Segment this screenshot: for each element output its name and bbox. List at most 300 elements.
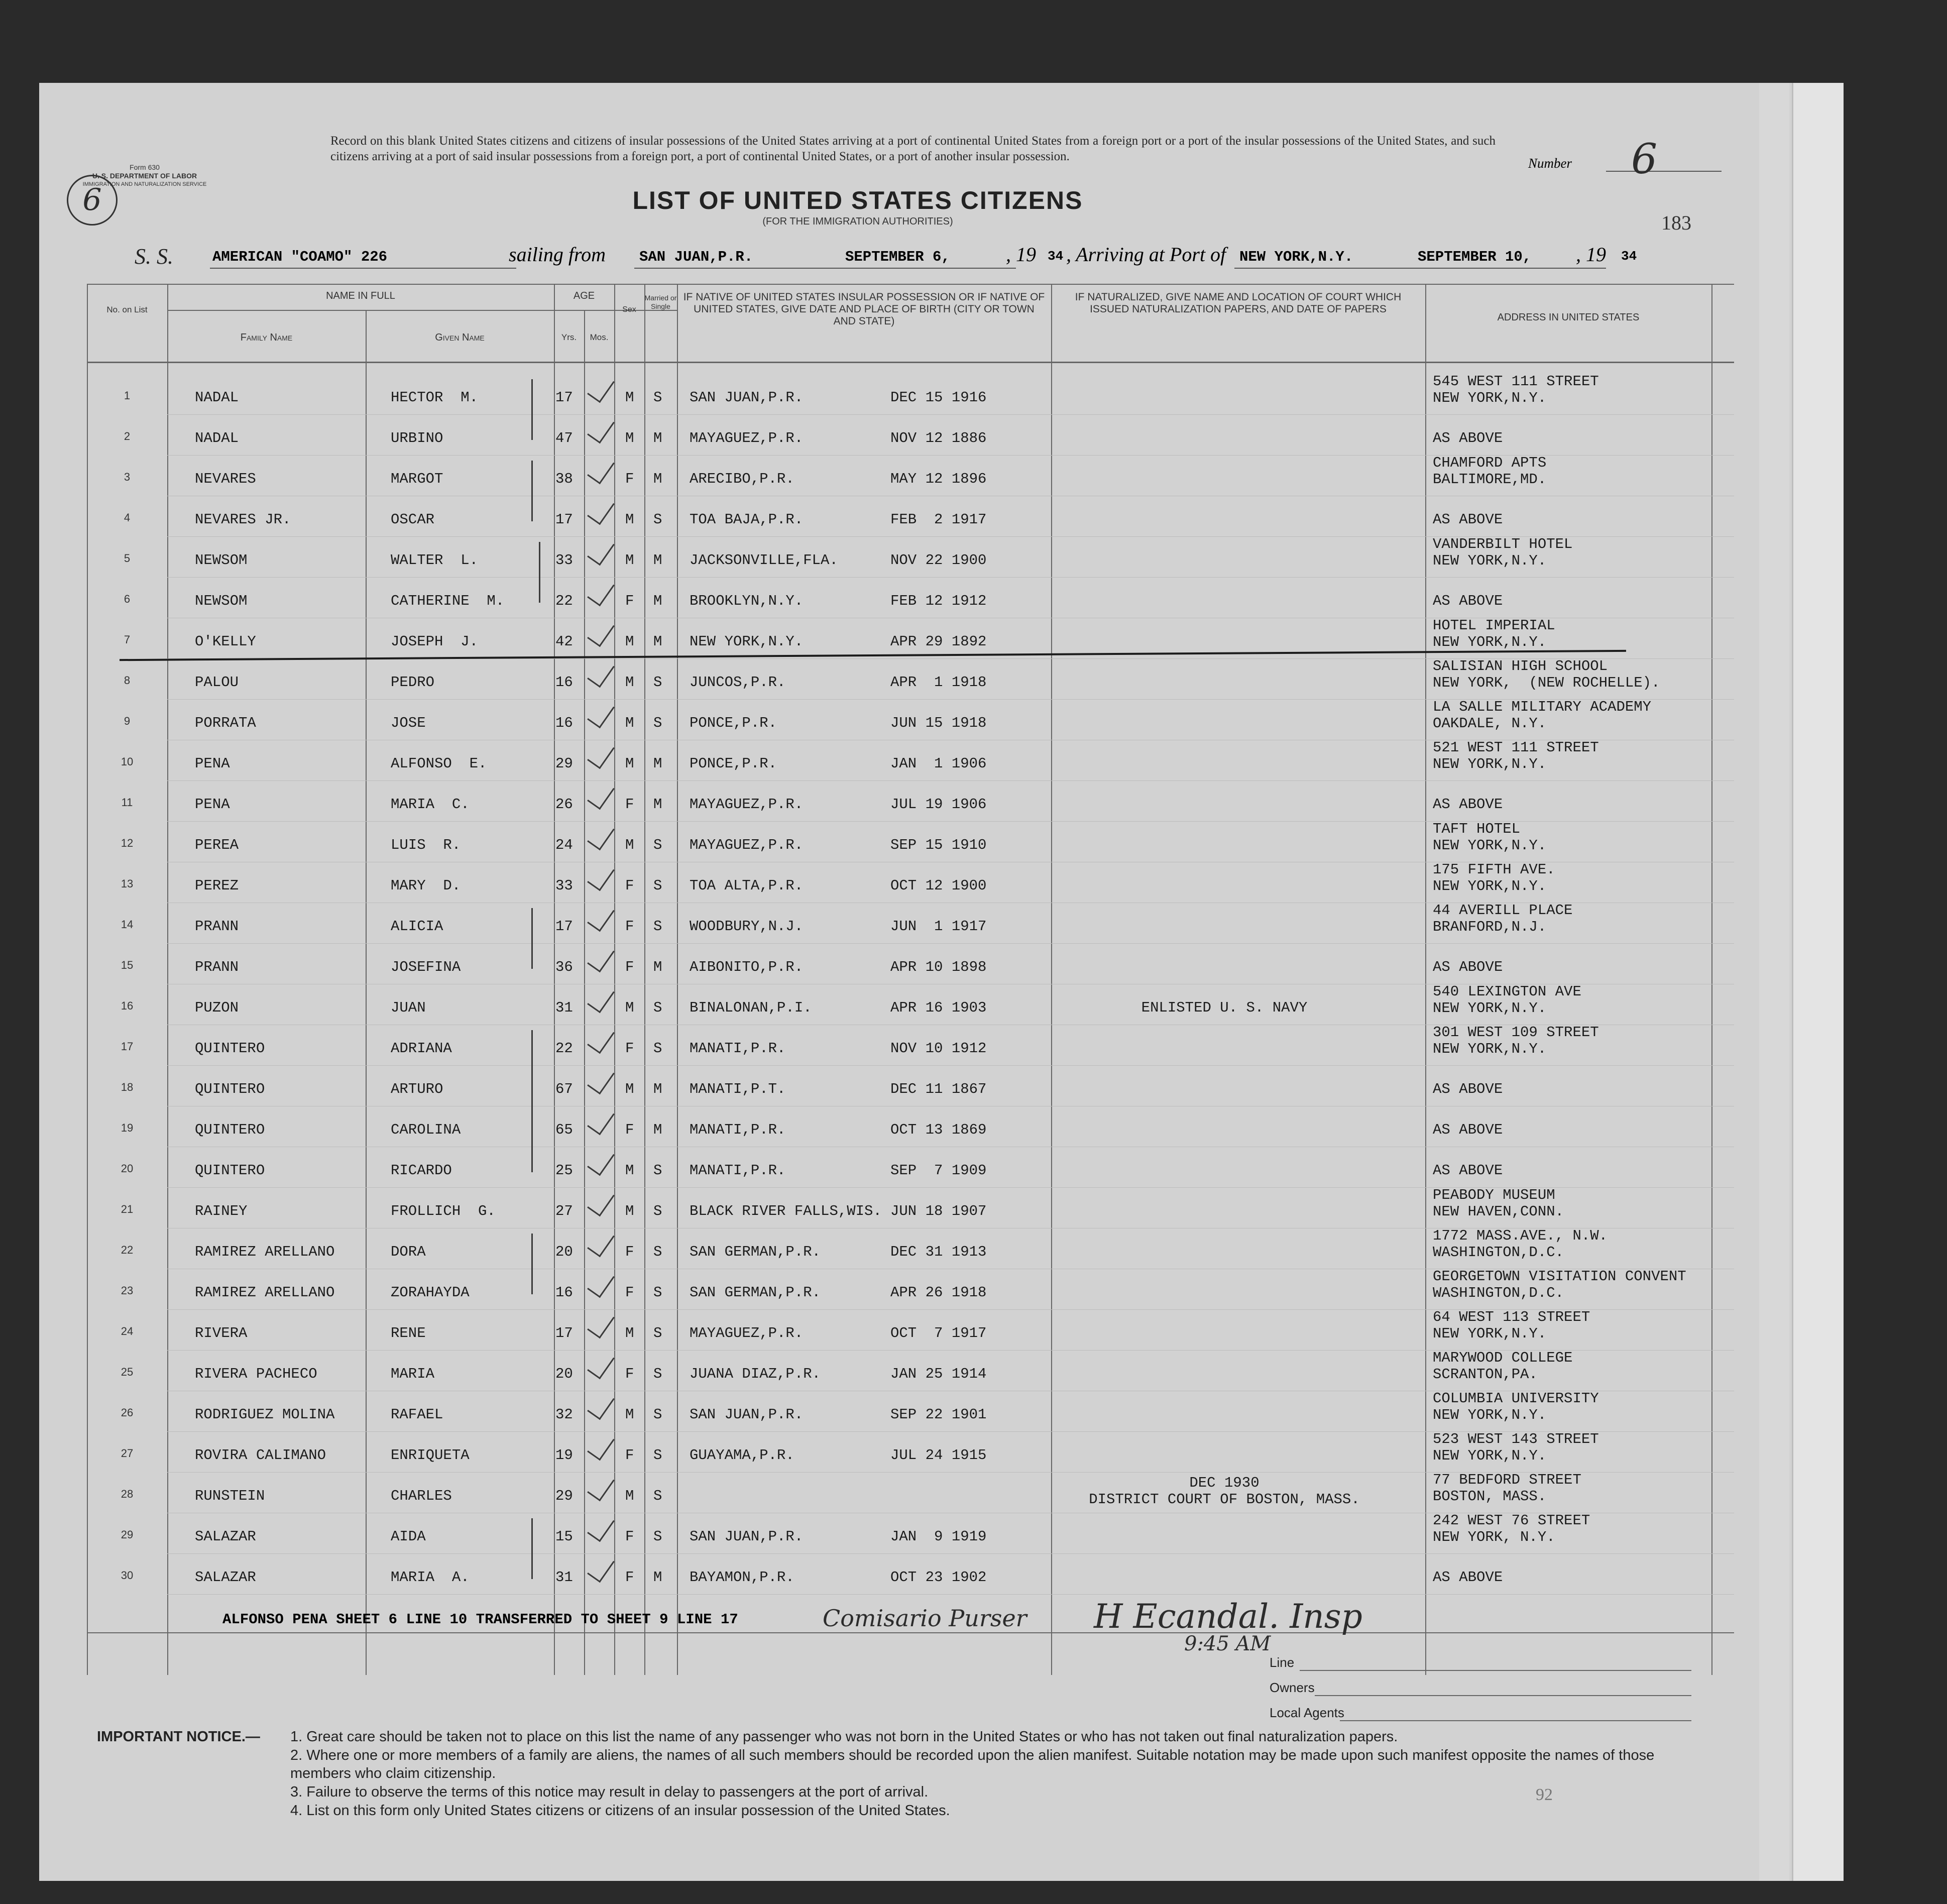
year-to: 34: [1621, 249, 1637, 264]
port-to: NEW YORK,N.Y.: [1239, 249, 1353, 265]
bracket-mark: [531, 1234, 533, 1294]
row-number: 13: [121, 877, 134, 890]
marital-status: S: [653, 877, 662, 894]
address-line-1: MARYWOOD COLLEGE: [1433, 1350, 1573, 1366]
address-line-1: 242 WEST 76 STREET: [1433, 1512, 1590, 1529]
local-agents-field: [1340, 1720, 1691, 1721]
time-annotation: 9:45 AM: [1184, 1632, 1271, 1655]
check-mark-icon: [587, 739, 615, 769]
marital-status: M: [653, 1122, 662, 1138]
ship-underline: [210, 268, 516, 269]
table-top-rule: [87, 284, 1734, 285]
birth-date: JAN 25 1914: [890, 1366, 987, 1382]
check-mark-icon: [587, 821, 615, 851]
age-years: 16: [555, 1284, 573, 1301]
family-name: SALAZAR: [195, 1528, 256, 1545]
marital-status: S: [653, 1528, 662, 1545]
given-name: JOSEPH J.: [391, 633, 479, 650]
birth-date: OCT 12 1900: [890, 877, 987, 894]
col-rule: [87, 284, 88, 1675]
subheader-rule: [167, 310, 677, 311]
age-years: 42: [555, 633, 573, 650]
birth-date: APR 29 1892: [890, 633, 987, 650]
marital-status: M: [653, 593, 662, 609]
age-years: 20: [555, 1366, 573, 1382]
address-line-1: HOTEL IMPERIAL: [1433, 617, 1555, 634]
marital-status: S: [653, 837, 662, 853]
year-prefix-from: , 19: [1006, 243, 1036, 266]
check-mark-icon: [587, 1553, 615, 1583]
col-rule: [1051, 284, 1052, 1675]
address-line-1: AS ABOVE: [1433, 593, 1503, 609]
birth-date: JUN 1 1917: [890, 918, 987, 935]
line-label: Line: [1270, 1655, 1295, 1670]
birth-place: SAN JUAN,P.R.: [690, 1406, 804, 1423]
row-number: 8: [124, 674, 131, 687]
sex: M: [625, 511, 634, 528]
birth-place: SAN JUAN,P.R.: [690, 389, 804, 406]
address-line-1: 77 BEDFORD STREET: [1433, 1472, 1581, 1488]
from-underline: [634, 268, 1016, 269]
bracket-mark: [539, 542, 540, 603]
given-name: LUIS R.: [391, 837, 461, 853]
birth-place: MANATI,P.R.: [690, 1040, 786, 1057]
table-bottom-rule: [87, 1632, 1734, 1633]
marital-status: S: [653, 1284, 662, 1301]
family-name: RODRIGUEZ MOLINA: [195, 1406, 335, 1423]
row-number: 2: [124, 430, 131, 442]
check-mark-icon: [587, 1472, 615, 1502]
col-rule: [1711, 284, 1712, 1675]
marital-status: M: [653, 1569, 662, 1586]
age-years: 29: [555, 1488, 573, 1504]
given-name: JOSE: [391, 715, 426, 731]
birth-place: NEW YORK,N.Y.: [690, 633, 804, 650]
birth-date: APR 1 1918: [890, 674, 987, 691]
birth-place: PONCE,P.R.: [690, 715, 777, 731]
given-name: URBINO: [391, 430, 443, 446]
birth-date: NOV 10 1912: [890, 1040, 987, 1057]
address-line-2: NEW YORK,N.Y.: [1433, 1000, 1547, 1017]
row-guide-line: [167, 414, 1734, 415]
row-guide-line: [167, 1594, 1734, 1595]
notice-heading: IMPORTANT NOTICE.—: [97, 1729, 260, 1745]
address-line-1: AS ABOVE: [1433, 1122, 1503, 1138]
birth-date: JAN 1 1906: [890, 755, 987, 772]
table-header-rule: [87, 362, 1734, 363]
address-line-1: 64 WEST 113 STREET: [1433, 1309, 1590, 1325]
address-line-1: AS ABOVE: [1433, 1162, 1503, 1179]
sex: F: [625, 1040, 634, 1057]
family-name: PORRATA: [195, 715, 256, 731]
notice-item-2: 2. Where one or more members of a family are aliens, the names of all such members should be recorded upon the alien manifest. Suitable notation may be made upon such manifest opposite the names of those members who claim citizenship.: [290, 1747, 1655, 1781]
address-line-2: WASHINGTON,D.C.: [1433, 1285, 1564, 1301]
family-name: NEWSOM: [195, 593, 248, 609]
col-rule: [1425, 284, 1426, 1675]
age-years: 33: [555, 552, 573, 569]
page-title: LIST OF UNITED STATES CITIZENS: [632, 186, 1083, 214]
given-name: MARGOT: [391, 471, 443, 487]
col-rule: [584, 310, 585, 1675]
address-line-2: BOSTON, MASS.: [1433, 1488, 1547, 1505]
row-number: 7: [124, 633, 131, 646]
sex: M: [625, 1488, 634, 1504]
check-mark-icon: [587, 617, 615, 647]
birth-place: ARECIBO,P.R.: [690, 471, 794, 487]
inspector-signature: H Ecandal. Insp: [1094, 1597, 1362, 1636]
header-given-name: Given Name: [435, 332, 485, 343]
age-years: 29: [555, 755, 573, 772]
sex: F: [625, 1366, 634, 1382]
sex: M: [625, 715, 634, 731]
birth-date: DEC 11 1867: [890, 1081, 987, 1097]
check-mark-icon: [587, 1512, 615, 1542]
address-line-1: 540 LEXINGTON AVE: [1433, 983, 1581, 1000]
birth-date: DEC 31 1913: [890, 1244, 987, 1260]
family-name: NEVARES: [195, 471, 256, 487]
address-line-2: BALTIMORE,MD.: [1433, 471, 1547, 488]
given-name: RENE: [391, 1325, 426, 1341]
row-number: 15: [121, 959, 134, 971]
address-line-1: GEORGETOWN VISITATION CONVENT: [1433, 1268, 1686, 1285]
age-years: 17: [555, 511, 573, 528]
sex: F: [625, 1569, 634, 1586]
marital-status: S: [653, 1488, 662, 1504]
page-edge-shadow: [1759, 83, 1789, 1881]
check-mark-icon: [587, 1065, 615, 1095]
given-name: ALFONSO E.: [391, 755, 487, 772]
service-name: IMMIGRATION AND NATURALIZATION SERVICE: [82, 181, 207, 187]
family-name: PRANN: [195, 918, 239, 935]
birth-place: MANATI,P.R.: [690, 1162, 786, 1179]
col-rule: [644, 284, 645, 1675]
given-name: JUAN: [391, 999, 426, 1016]
header-family-name: Family Name: [240, 332, 293, 343]
address-line-1: AS ABOVE: [1433, 796, 1503, 813]
age-years: 36: [555, 959, 573, 975]
age-years: 17: [555, 918, 573, 935]
marital-status: M: [653, 796, 662, 813]
given-name: MARY D.: [391, 877, 461, 894]
birth-place: TOA BAJA,P.R.: [690, 511, 804, 528]
family-name: NADAL: [195, 430, 239, 446]
row-number: 3: [124, 471, 131, 483]
check-mark-icon: [587, 861, 615, 891]
family-name: NEWSOM: [195, 552, 248, 569]
header-naturalized: IF NATURALIZED, GIVE NAME AND LOCATION OF COURT WHICH ISSUED NATURALIZATION PAPERS, AND DATE OF PAPERS: [1075, 291, 1402, 315]
marital-status: S: [653, 1366, 662, 1382]
number-label: Number: [1528, 156, 1572, 171]
sex: M: [625, 1325, 634, 1341]
row-number: 20: [121, 1162, 134, 1175]
row-number: 10: [121, 755, 134, 768]
family-name: SALAZAR: [195, 1569, 256, 1586]
row-number: 28: [121, 1488, 134, 1500]
birth-date: MAY 12 1896: [890, 471, 987, 487]
purser-signature: Comisario Purser: [823, 1605, 1027, 1632]
header-birth-place: IF NATIVE OF UNITED STATES INSULAR POSSESSION OR IF NATIVE OF UNITED STATES, GIVE DATE AND PLACE OF BIRTH (CITY OR TOWN AND STATE): [683, 291, 1045, 327]
stamp-number: 183: [1661, 211, 1691, 234]
family-name: RIVERA PACHECO: [195, 1366, 317, 1382]
given-name: PEDRO: [391, 674, 435, 691]
given-name: CHARLES: [391, 1488, 452, 1504]
age-years: 47: [555, 430, 573, 446]
marital-status: S: [653, 918, 662, 935]
sex: F: [625, 1447, 634, 1464]
page-subtitle: (FOR THE IMMIGRATION AUTHORITIES): [762, 216, 953, 227]
check-mark-icon: [587, 455, 615, 485]
sheet-number: 6: [1631, 136, 1658, 183]
check-mark-icon: [587, 780, 615, 810]
port-from: SAN JUAN,P.R.: [639, 249, 753, 265]
birth-place: PONCE,P.R.: [690, 755, 777, 772]
birth-date: APR 16 1903: [890, 999, 987, 1016]
birth-place: AIBONITO,P.R.: [690, 959, 804, 975]
col-rule: [614, 284, 615, 1675]
page-stamp: 92: [1536, 1785, 1553, 1804]
birth-place: BLACK RIVER FALLS,WIS.: [690, 1203, 882, 1219]
age-years: 20: [555, 1244, 573, 1260]
address-line-2: NEW HAVEN,CONN.: [1433, 1203, 1564, 1220]
ship-name: AMERICAN "COAMO" 226: [212, 249, 388, 265]
age-years: 16: [555, 715, 573, 731]
given-name: MARIA A.: [391, 1569, 470, 1586]
birth-date: SEP 22 1901: [890, 1406, 987, 1423]
row-number: 16: [121, 999, 134, 1012]
birth-date: JUN 15 1918: [890, 715, 987, 731]
address-line-2: NEW YORK, N.Y.: [1433, 1529, 1555, 1545]
marital-status: S: [653, 1040, 662, 1057]
address-line-1: AS ABOVE: [1433, 430, 1503, 446]
check-mark-icon: [587, 373, 615, 403]
age-years: 19: [555, 1447, 573, 1464]
birth-date: FEB 12 1912: [890, 593, 987, 609]
check-mark-icon: [587, 1227, 615, 1258]
naturalization-info: ENLISTED U. S. NAVY: [1141, 999, 1308, 1016]
given-name: CAROLINA: [391, 1122, 461, 1138]
check-mark-icon: [587, 414, 615, 444]
check-mark-icon: [587, 495, 615, 525]
family-name: NEVARES JR.: [195, 511, 291, 528]
address-line-2: NEW YORK, (NEW ROCHELLE).: [1433, 675, 1660, 691]
marital-status: M: [653, 552, 662, 569]
marital-status: M: [653, 633, 662, 650]
address-line-2: NEW YORK,N.Y.: [1433, 634, 1547, 650]
family-name: ROVIRA CALIMANO: [195, 1447, 326, 1464]
marital-status: M: [653, 471, 662, 487]
birth-place: MANATI,P.R.: [690, 1122, 786, 1138]
birth-place: BAYAMON,P.R.: [690, 1569, 794, 1586]
check-mark-icon: [587, 1309, 615, 1339]
age-years: 16: [555, 674, 573, 691]
row-number: 30: [121, 1569, 134, 1582]
birth-place: TOA ALTA,P.R.: [690, 877, 804, 894]
given-name: ADRIANA: [391, 1040, 452, 1057]
birth-place: BINALONAN,P.I.: [690, 999, 812, 1016]
birth-place: MAYAGUEZ,P.R.: [690, 796, 804, 813]
address-line-1: VANDERBILT HOTEL: [1433, 536, 1573, 552]
given-name: WALTER L.: [391, 552, 479, 569]
sex: M: [625, 1081, 634, 1097]
owners-label: Owners: [1270, 1680, 1315, 1695]
given-name: ZORAHAYDA: [391, 1284, 470, 1301]
family-name: QUINTERO: [195, 1162, 265, 1179]
year-from: 34: [1048, 249, 1064, 264]
notice-item-3: 3. Failure to observe the terms of this notice may result in delay to passengers at the port of arrival.: [290, 1784, 929, 1800]
check-mark-icon: [587, 1187, 615, 1217]
family-name: PENA: [195, 796, 230, 813]
sex: M: [625, 1162, 634, 1179]
check-mark-icon: [587, 699, 615, 729]
header-name-in-full: NAME IN FULL: [326, 290, 395, 301]
sex: M: [625, 755, 634, 772]
bracket-mark: [531, 461, 533, 521]
header-married-single: Married or Single: [644, 294, 677, 310]
given-name: ALICIA: [391, 918, 443, 935]
birth-place: MANATI,P.T.: [690, 1081, 786, 1097]
sex: M: [625, 1203, 634, 1219]
birth-date: JUL 19 1906: [890, 796, 987, 813]
address-line-2: NEW YORK,N.Y.: [1433, 390, 1547, 406]
birth-date: JUL 24 1915: [890, 1447, 987, 1464]
age-years: 67: [555, 1081, 573, 1097]
row-number: 23: [121, 1284, 134, 1297]
address-line-1: LA SALLE MILITARY ACADEMY: [1433, 699, 1652, 715]
family-name: RAMIREZ ARELLANO: [195, 1284, 335, 1301]
marital-status: S: [653, 1203, 662, 1219]
birth-date: JAN 9 1919: [890, 1528, 987, 1545]
sex: F: [625, 1284, 634, 1301]
check-mark-icon: [587, 1390, 615, 1420]
check-mark-icon: [587, 1431, 615, 1461]
address-line-1: COLUMBIA UNIVERSITY: [1433, 1390, 1599, 1407]
address-line-2: NEW YORK,N.Y.: [1433, 878, 1547, 894]
bracket-mark: [531, 1030, 533, 1172]
sex: M: [625, 633, 634, 650]
date-to: SEPTEMBER 10,: [1418, 249, 1532, 265]
row-number: 19: [121, 1122, 134, 1134]
row-number: 25: [121, 1366, 134, 1378]
birth-place: SAN GERMAN,P.R.: [690, 1284, 821, 1301]
age-years: 25: [555, 1162, 573, 1179]
check-mark-icon: [587, 1268, 615, 1298]
row-guide-line: [167, 577, 1734, 578]
address-line-1: AS ABOVE: [1433, 511, 1503, 528]
arriving-label: , Arriving at Port of: [1066, 243, 1226, 266]
birth-place: SAN JUAN,P.R.: [690, 1528, 804, 1545]
row-guide-line: [167, 943, 1734, 944]
naturalization-info: DEC 1930 DISTRICT COURT OF BOSTON, MASS.: [1089, 1475, 1360, 1508]
birth-date: DEC 15 1916: [890, 389, 987, 406]
sex: M: [625, 674, 634, 691]
marital-status: M: [653, 430, 662, 446]
age-years: 65: [555, 1122, 573, 1138]
age-years: 17: [555, 1325, 573, 1341]
row-number: 1: [124, 389, 131, 402]
row-guide-line: [167, 1065, 1734, 1066]
marital-status: M: [653, 959, 662, 975]
marital-status: M: [653, 1081, 662, 1097]
given-name: CATHERINE M.: [391, 593, 505, 609]
sex: M: [625, 999, 634, 1016]
sex: F: [625, 1122, 634, 1138]
sex: M: [625, 430, 634, 446]
line-field: [1300, 1670, 1691, 1671]
sex: F: [625, 1244, 634, 1260]
family-name: PRANN: [195, 959, 239, 975]
address-line-1: 175 FIFTH AVE.: [1433, 861, 1555, 878]
row-number: 11: [121, 796, 133, 809]
given-name: DORA: [391, 1244, 426, 1260]
row-number: 14: [121, 918, 134, 931]
address-line-2: NEW YORK,N.Y.: [1433, 1407, 1547, 1423]
marital-status: S: [653, 1244, 662, 1260]
sex: M: [625, 552, 634, 569]
family-name: O'KELLY: [195, 633, 256, 650]
family-name: QUINTERO: [195, 1040, 265, 1057]
marital-status: S: [653, 674, 662, 691]
age-years: 27: [555, 1203, 573, 1219]
given-name: AIDA: [391, 1528, 426, 1545]
address-line-2: NEW YORK,N.Y.: [1433, 1041, 1547, 1057]
birth-date: JUN 18 1907: [890, 1203, 987, 1219]
birth-place: BROOKLYN,N.Y.: [690, 593, 804, 609]
family-name: RIVERA: [195, 1325, 248, 1341]
page-edge-strip: [1792, 83, 1844, 1881]
sex: F: [625, 1528, 634, 1545]
notice-item-4: 4. List on this form only United States citizens or citizens of an insular possession of the United States.: [290, 1803, 950, 1819]
header-no: No. on List: [106, 305, 148, 314]
marital-status: S: [653, 715, 662, 731]
address-line-2: BRANFORD,N.J.: [1433, 919, 1547, 935]
local-agents-label: Local Agents: [1270, 1705, 1344, 1720]
family-name: RAMIREZ ARELLANO: [195, 1244, 335, 1260]
address-line-1: AS ABOVE: [1433, 1569, 1503, 1586]
sex: F: [625, 918, 634, 935]
header-age: AGE: [573, 290, 595, 301]
owners-field: [1315, 1695, 1691, 1696]
form-number: Form 630: [130, 163, 160, 171]
family-name: QUINTERO: [195, 1081, 265, 1097]
address-line-1: SALISIAN HIGH SCHOOL: [1433, 658, 1608, 675]
sex: M: [625, 389, 634, 406]
row-number: 4: [124, 511, 131, 524]
family-name: QUINTERO: [195, 1122, 265, 1138]
address-line-1: 521 WEST 111 STREET: [1433, 739, 1599, 756]
bracket-mark: [531, 908, 533, 969]
age-years: 15: [555, 1528, 573, 1545]
intro-text: Record on this blank United States citizens and citizens of insular possessions of the United States arriving at a port of continental United States from a foreign port or a port of the insular possessions of the United States, and such citizens arriving at a port of said insular possessions from a foreign port, a port of continental United States, or a port of another insular possession.: [330, 134, 1496, 163]
family-name: PALOU: [195, 674, 239, 691]
birth-date: SEP 15 1910: [890, 837, 987, 853]
marital-status: S: [653, 999, 662, 1016]
age-years: 33: [555, 877, 573, 894]
given-name: RAFAEL: [391, 1406, 443, 1423]
age-years: 38: [555, 471, 573, 487]
birth-place: JUANA DIAZ,P.R.: [690, 1366, 821, 1382]
address-line-2: OAKDALE, N.Y.: [1433, 715, 1547, 732]
birth-date: APR 10 1898: [890, 959, 987, 975]
given-name: MARIA: [391, 1366, 435, 1382]
check-mark-icon: [587, 1350, 615, 1380]
check-mark-icon: [587, 1105, 615, 1136]
sex: F: [625, 796, 634, 813]
row-number: 17: [121, 1040, 134, 1053]
marital-status: S: [653, 511, 662, 528]
circled-sheet-number: 6: [67, 175, 118, 226]
check-mark-icon: [587, 943, 615, 973]
birth-place: GUAYAMA,P.R.: [690, 1447, 794, 1464]
